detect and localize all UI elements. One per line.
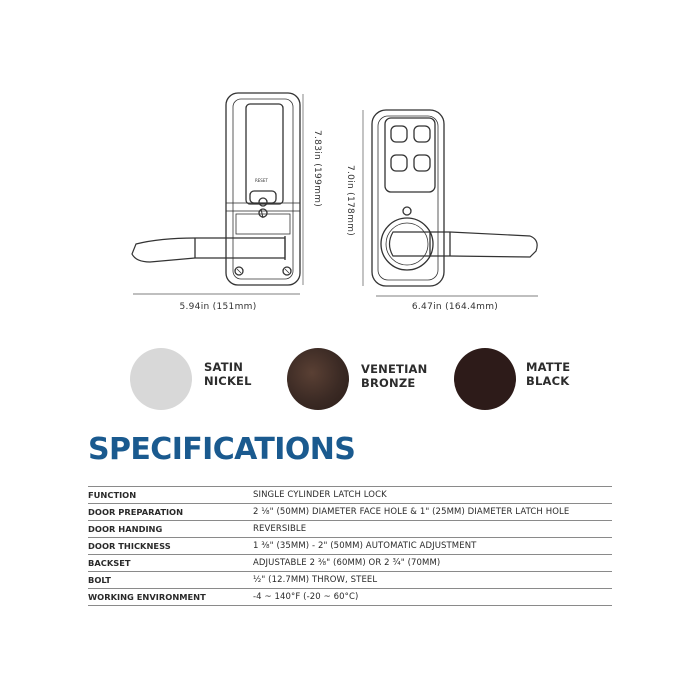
table-row [88, 572, 612, 589]
satin-nickel-swatch [130, 348, 192, 410]
keypad-width-label: 6.47in (164.4mm) [411, 302, 499, 312]
finish-matte-black [454, 348, 594, 412]
table-row [88, 521, 612, 538]
table-row [88, 487, 612, 504]
table-row [88, 504, 612, 521]
spec-key: DOOR PREPARATION [88, 504, 253, 521]
finish-venetian-bronze [287, 348, 447, 412]
finish-satin-nickel [130, 348, 270, 412]
svg-text:RESET: RESET [255, 178, 268, 183]
front-width-label: 5.94in (151mm) [179, 302, 257, 312]
spec-value: ADJUSTABLE 2 ⅜" (60MM) OR 2 ¾" (70MM) [253, 555, 612, 572]
spec-value: ½" (12.7MM) THROW, STEEL [253, 572, 612, 589]
front-dimension-lines [133, 94, 303, 294]
keypad-dimension-lines [363, 110, 538, 296]
spec-key: BOLT [88, 572, 253, 589]
spec-value: SINGLE CYLINDER LATCH LOCK [253, 487, 612, 504]
keypad-height-label: 7.0in (178mm) [345, 165, 355, 237]
spec-key: FUNCTION [88, 487, 253, 504]
keypad-view-drawing [372, 110, 537, 286]
satin-nickel-label: SATIN NICKEL [204, 360, 252, 388]
front-view-drawing [132, 93, 300, 285]
spec-value: 2 ⅛" (50MM) DIAMETER FACE HOLE & 1" (25MM) DIAMETER LATCH HOLE [253, 504, 612, 521]
table-row [88, 555, 612, 572]
matte-black-label: MATTE BLACK [526, 360, 571, 388]
spec-key: DOOR THICKNESS [88, 538, 253, 555]
spec-key: WORKING ENVIRONMENT [88, 589, 253, 606]
matte-black-swatch [454, 348, 516, 410]
spec-value: 1 ⅜" (35MM) - 2" (50MM) AUTOMATIC ADJUSTMENT [253, 538, 612, 555]
specifications-title: SPECIFICATIONS [88, 432, 356, 467]
table-row [88, 538, 612, 555]
spec-key: BACKSET [88, 555, 253, 572]
lock-dimension-diagram [0, 0, 700, 330]
venetian-bronze-label: VENETIAN BRONZE [361, 362, 428, 390]
spec-key: DOOR HANDING [88, 521, 253, 538]
table-row [88, 589, 612, 606]
venetian-bronze-swatch [287, 348, 349, 410]
spec-value: -4 ~ 140°F (-20 ~ 60°C) [253, 589, 612, 606]
specifications-table [88, 486, 612, 606]
front-height-label: 7.83in (199mm) [312, 130, 322, 208]
spec-value: REVERSIBLE [253, 521, 612, 538]
